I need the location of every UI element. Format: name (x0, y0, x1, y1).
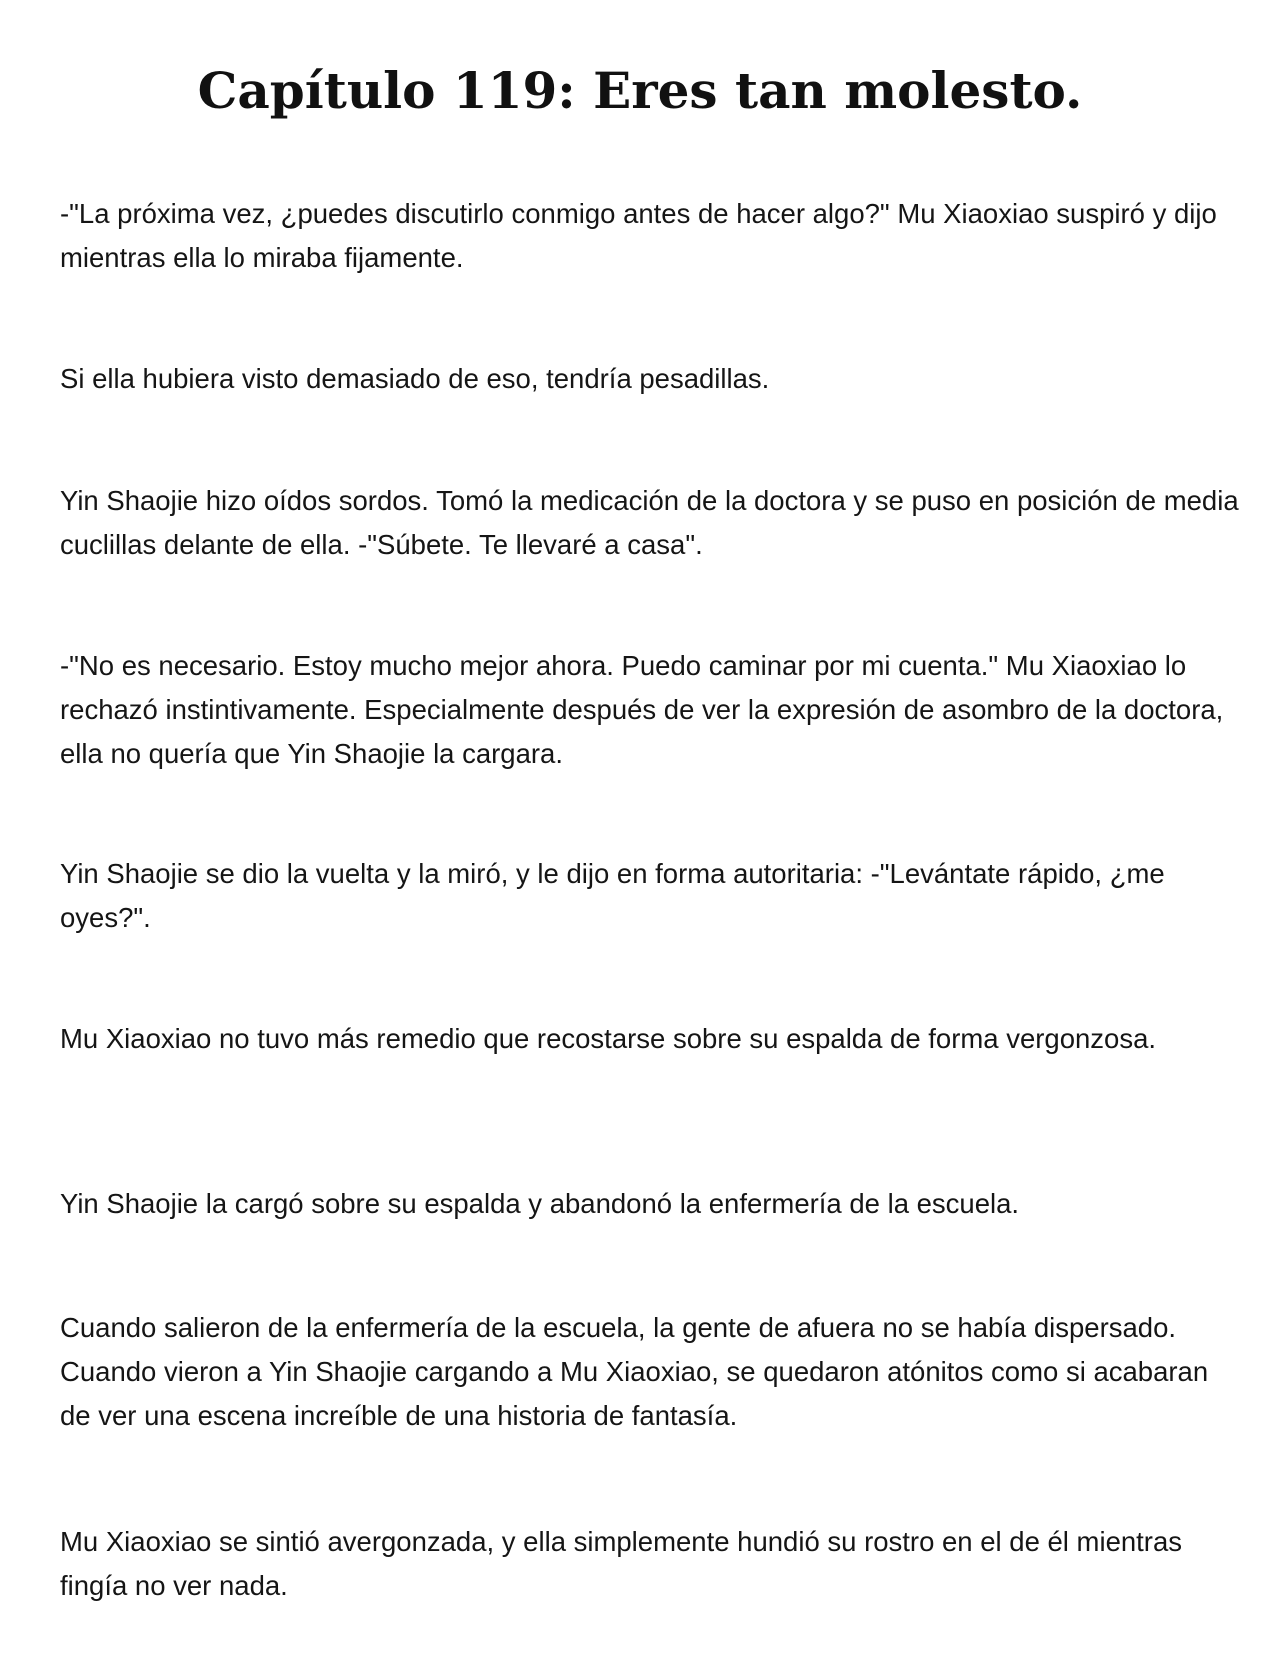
paragraph: -"No es necesario. Estoy mucho mejor ahora. Puedo caminar por mi cuenta." Mu Xiaoxiao lo rechazó instintivamente. Especialmente después de ver la expresión de asombro de la doctora, ella no quería que Yin Shaojie la cargara. (60, 650, 1224, 769)
paragraph: Mu Xiaoxiao se sintió avergonzada, y ella simplemente hundió su rostro en el de él mientras fingía no ver nada. (60, 1526, 1182, 1601)
paragraph: Si ella hubiera visto demasiado de eso, tendría pesadillas. (60, 363, 770, 394)
chapter-title: Capítulo 119: Eres tan molesto. (197, 61, 1083, 120)
paragraph: Yin Shaojie hizo oídos sordos. Tomó la medicación de la doctora y se puso en posición de media cuclillas delante de ella. -"Súbete. Te llevaré a casa". (60, 485, 1239, 560)
paragraph: Cuando salieron de la enfermería de la escuela, la gente de afuera no se había dispersado. Cuando vieron a Yin Shaojie cargando a Mu Xiaoxiao, se quedaron atónitos como si acabaran de ver una escena increíble de una historia de fantasía. (60, 1312, 1209, 1431)
paragraph: Yin Shaojie la cargó sobre su espalda y abandonó la enfermería de la escuela. (60, 1188, 1020, 1219)
paragraph: Yin Shaojie se dio la vuelta y la miró, y le dijo en forma autoritaria: -"Levántate rápido, ¿me oyes?". (60, 858, 1165, 933)
paragraph: Mu Xiaoxiao no tuvo más remedio que recostarse sobre su espalda de forma vergonzosa. (60, 1023, 1157, 1054)
paragraph: -"La próxima vez, ¿puedes discutirlo conmigo antes de hacer algo?" Mu Xiaoxiao suspiró y dijo mientras ella lo miraba fijamente. (60, 198, 1217, 273)
